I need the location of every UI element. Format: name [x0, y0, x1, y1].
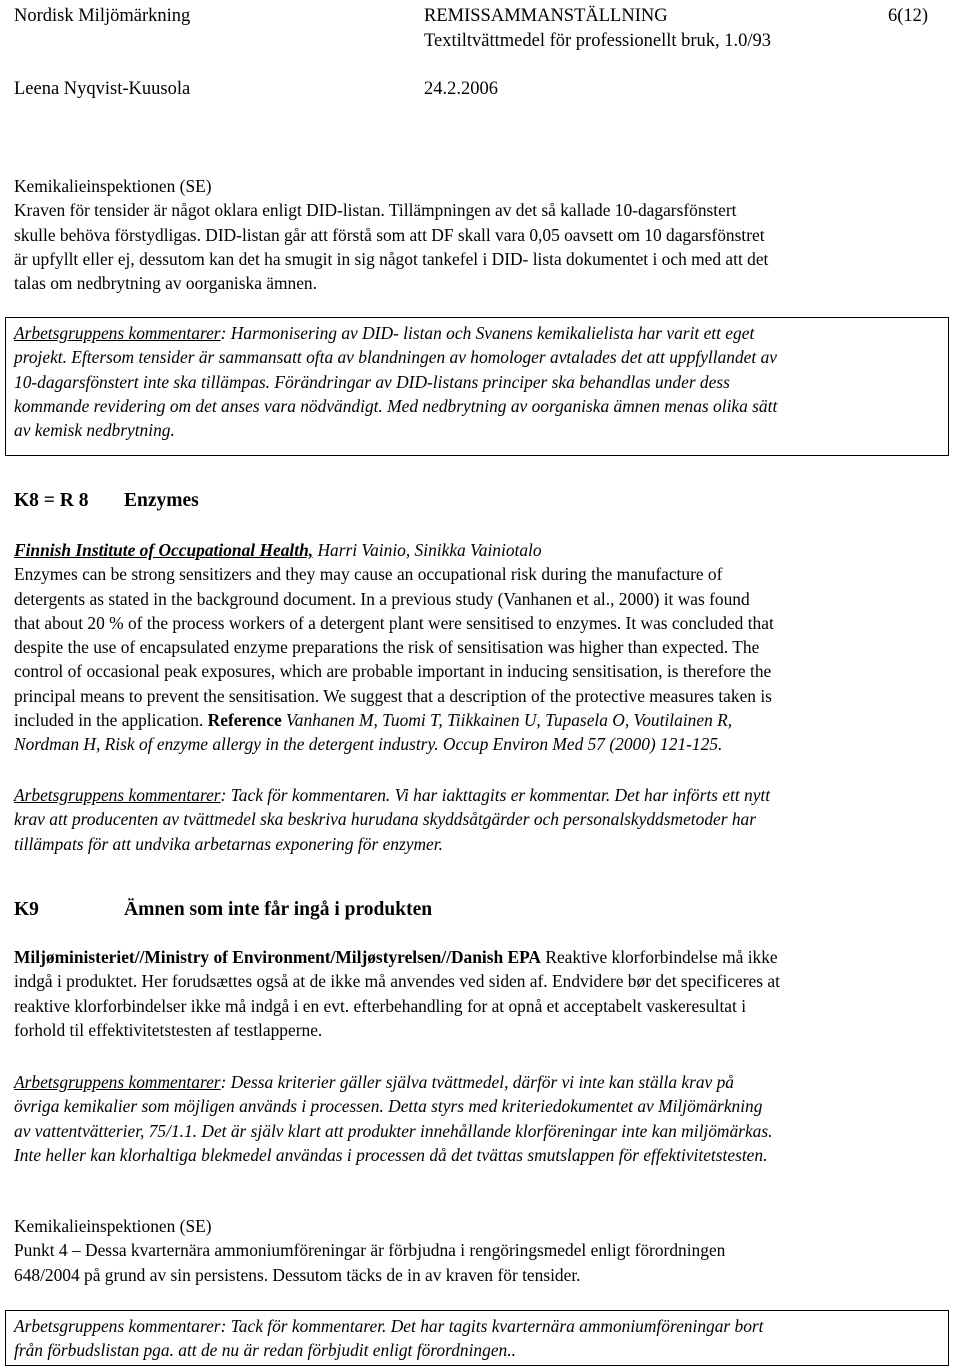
- section-kemikalieinspektionen-1: [14, 174, 950, 295]
- section-danish-epa: [14, 945, 950, 1042]
- reference-line: included in the application. Reference Vanhanen M, Tuomi T, Tiikkainen U, Tupasela O, Voutilainen R,: [14, 710, 733, 731]
- section-org-line: [14, 538, 950, 562]
- comment-label: Arbetsgruppens kommentarer: [14, 323, 221, 343]
- paragraph-line: Enzymes can be strong sensitizers and they may cause an occupational risk during the manufacture of: [14, 564, 723, 585]
- header-org: Nordisk Miljömärkning: [14, 6, 191, 26]
- section-heading-k9-title: Ämnen som inte får ingå i produkten: [124, 899, 433, 920]
- comment-label: Arbetsgruppens kommentarer: [14, 785, 221, 805]
- comment-line: kommande revidering om det anses vara nödvändigt. Med nedbrytning av oorganiska ämnen menas olika sätt: [14, 395, 778, 416]
- comment-k9: [14, 1070, 950, 1167]
- header-date: 24.2.2006: [424, 79, 498, 99]
- header-doc-type: REMISSAMMANSTÄLLNING: [424, 6, 668, 26]
- comment-line: tillämpats för att undvika arbetarnas exponering för enzymer.: [14, 833, 443, 854]
- paragraph-line: control of occasional peak exposures, which are probable important in inducing sensitisation, is therefore the: [14, 661, 772, 682]
- comment-line: Inte heller kan klorhaltiga blekmedel användas i processen då det tvättas smutslappen för effektivitetstesten.: [14, 1144, 768, 1165]
- paragraph-line: detergents as stated in the background document. In a previous study (Vanhanen et al., 2000) it was found: [14, 588, 750, 609]
- comment-label: Arbetsgruppens kommentarer: [14, 1072, 221, 1092]
- paragraph-line: är upfyllt eller ej, dessutom kan det ha smugit in sig något tankefel i DID- lista dokumentet i och med att det: [14, 248, 769, 269]
- section-org: Kemikalieinspektionen (SE): [14, 1216, 212, 1236]
- paragraph-line: talas om nedbrytning av oorganiska ämnen.: [14, 273, 317, 294]
- paragraph-line: Punkt 4 – Dessa kvarternära ammoniumföreningar är förbjudna i rengöringsmedel enligt förordningen: [14, 1240, 726, 1261]
- section-heading-k9-number: K9: [14, 899, 39, 920]
- comment-line: Arbetsgruppens kommentarer: Harmonisering av DID- listan och Svanens kemikalielista har varit ett eget: [14, 323, 755, 343]
- section-org: Kemikalieinspektionen (SE): [14, 176, 212, 196]
- comment-box-1: [5, 317, 949, 456]
- paragraph-line: 648/2004 på grund av sin persistens. Dessutom täcks de in av kraven för tensider.: [14, 1264, 581, 1285]
- header-subtitle: Textiltvättmedel för professionellt bruk, 1.0/93: [424, 31, 772, 51]
- header-page-number: 6(12): [888, 6, 929, 26]
- section-heading-k8-number: K8 = R 8: [14, 490, 89, 511]
- section-heading-k8-title: Enzymes: [124, 490, 199, 511]
- paragraph-line: skulle behöva förstydligas. DID-listan går att förstå som att DF skall vara 0,05 oavsett om 10 dagarsfönstret: [14, 224, 765, 245]
- section-authors: Harri Vainio, Sinikka Vainiotalo: [313, 540, 542, 560]
- comment-line: Arbetsgruppens kommentarer: Dessa kriterier gäller själva tvättmedel, därför vi inte kan ställa krav på: [14, 1072, 735, 1092]
- comment-line: Arbetsgruppens kommentarer: Tack för kommentarer. Det har tagits kvarternära ammoniumföreningar bort: [14, 1316, 764, 1336]
- comment-line: av vattentvätterier, 75/1.1. Det är själv klart att produkter innehållande klorföreningar inte kan miljömärkas.: [14, 1120, 773, 1141]
- comment-line: projekt. Eftersom tensider är sammansatt ofta av blandningen av homologer avtalades det att uppfyllandet av: [14, 347, 777, 368]
- paragraph-line: principal means to prevent the sensitisation. We suggest that a description of the protective measures taken is: [14, 685, 772, 706]
- paragraph-line: indgå i produktet. Her forudsættes også at de ikke må anvendes ved siden af. Endvidere bør det specificeres at: [14, 971, 780, 992]
- paragraph-line: reaktive klorforbindelser ikke må indgå i en evt. efterbehandling for at opnå et acceptabelt vaskeresultat i: [14, 995, 747, 1016]
- paragraph-line: Miljøministeriet//Ministry of Environment/Miljøstyrelsen//Danish EPA Reaktive klorforbindelse må ikke: [14, 947, 778, 967]
- comment-line: av kemisk nedbrytning.: [14, 420, 175, 441]
- comment-box-2: [5, 1310, 949, 1366]
- paragraph-line: Kraven för tensider är något oklara enligt DID-listan. Tillämpningen av det så kallade 10-dagarsfönstert: [14, 200, 737, 221]
- section-org: Finnish Institute of Occupational Health,: [14, 540, 314, 560]
- reference-line: Nordman H, Risk of enzyme allergy in the detergent industry. Occup Environ Med 57 (2000) 121-125.: [14, 734, 723, 755]
- section-org: Miljøministeriet//Ministry of Environment/Miljøstyrelsen//Danish EPA: [14, 947, 541, 967]
- comment-line: Arbetsgruppens kommentarer: Tack för kommentaren. Vi har iakttagits er kommentar. Det har införts ett nytt: [14, 785, 771, 805]
- section-kemikalieinspektionen-2: [14, 1214, 950, 1287]
- comment-k8: [14, 783, 950, 856]
- comment-line: 10-dagarsfönstert inte ska tillämpas. Förändringar av DID-listans principer ska behandlas under dess: [14, 371, 730, 392]
- comment-line: krav att producenten av tvättmedel ska beskriva hurudana skyddsåtgärder och personalskyddsmetoder har: [14, 809, 757, 830]
- comment-line: övriga kemikalier som möjligen används i processen. Detta styrs med kriteriedokumentet av Miljömärkning: [14, 1096, 763, 1117]
- section-fioh: [14, 538, 950, 757]
- comment-line: från förbudslistan pga. att de nu är redan förbjudit enligt förordningen..: [14, 1340, 516, 1361]
- paragraph-line: that about 20 % of the process workers of a detergent plant were sensitised to enzymes. It was concluded that: [14, 612, 774, 633]
- paragraph-line: forhold til effektivitetstesten af testlapperne.: [14, 1019, 323, 1040]
- paragraph-line: despite the use of encapsulated enzyme preparations the risk of sensitisation was higher than expected. The: [14, 637, 760, 658]
- reference-label: Reference: [207, 710, 282, 731]
- header-author: Leena Nyqvist-Kuusola: [14, 79, 191, 99]
